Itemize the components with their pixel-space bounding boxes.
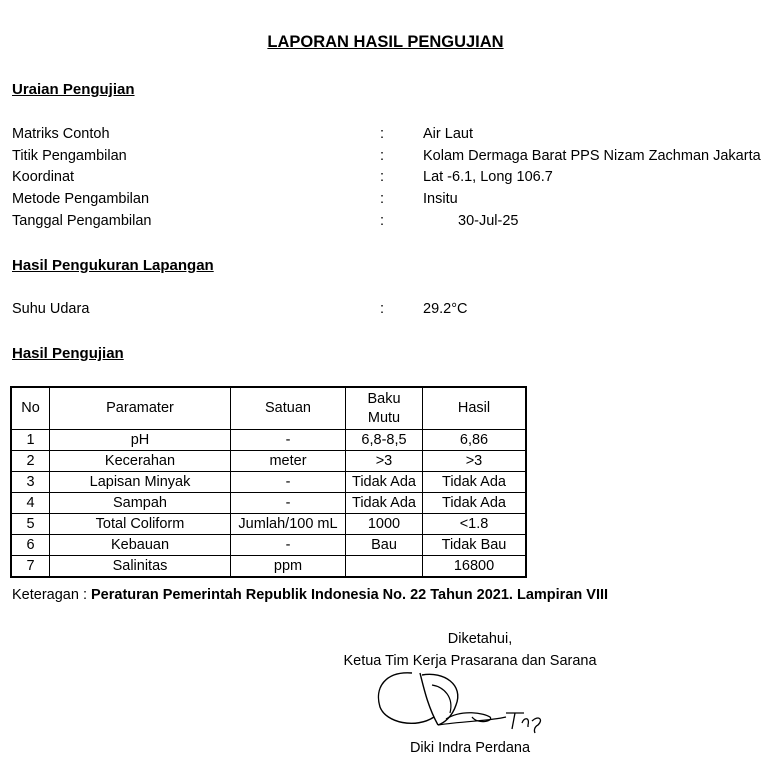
cell-hasil: 6,86 (423, 430, 527, 451)
cell-parameter: Salinitas (50, 556, 231, 578)
cell-hasil: Tidak Ada (423, 493, 527, 514)
colon-separator: : (380, 126, 385, 142)
uraian-value: Lat -6.1, Long 106.7 (423, 169, 553, 185)
cell-parameter: pH (50, 430, 231, 451)
cell-baku-mutu: Tidak Ada (346, 493, 423, 514)
cell-parameter: Sampah (50, 493, 231, 514)
uraian-label: Titik Pengambilan (12, 148, 127, 164)
cell-baku-mutu: 1000 (346, 514, 423, 535)
cell-parameter: Total Coliform (50, 514, 231, 535)
cell-parameter: Kecerahan (50, 451, 231, 472)
header-satuan: Satuan (231, 387, 346, 430)
section-heading-lapangan: Hasil Pengukuran Lapangan (12, 257, 214, 274)
colon-separator: : (380, 148, 385, 164)
header-hasil: Hasil (423, 387, 527, 430)
colon-separator: : (380, 169, 385, 185)
lapangan-value: 29.2°C (423, 301, 468, 317)
cell-parameter: Lapisan Minyak (50, 472, 231, 493)
cell-hasil: >3 (423, 451, 527, 472)
cell-baku-mutu: Bau (346, 535, 423, 556)
cell-satuan: - (231, 493, 346, 514)
keterangan-label: Keteragan : (12, 587, 91, 603)
signature-line2: Ketua Tim Kerja Prasarana dan Sarana (343, 653, 597, 669)
uraian-value: Kolam Dermaga Barat PPS Nizam Zachman Jakarta (423, 148, 761, 164)
uraian-label: Tanggal Pengambilan (12, 213, 152, 229)
cell-no: 6 (11, 535, 50, 556)
colon-separator: : (380, 191, 385, 207)
cell-baku-mutu: Tidak Ada (346, 472, 423, 493)
cell-no: 7 (11, 556, 50, 578)
signature-line1: Diketahui, (447, 631, 513, 647)
colon-separator: : (380, 301, 385, 317)
header-parameter: Paramater (50, 387, 231, 430)
table-row (11, 472, 526, 493)
cell-parameter: Kebauan (50, 535, 231, 556)
cell-satuan: meter (231, 451, 346, 472)
signatory-name: Diki Indra Perdana (409, 740, 531, 756)
cell-no: 2 (11, 451, 50, 472)
table-row (11, 493, 526, 514)
keterangan-text: Peraturan Pemerintah Republik Indonesia No. 22 Tahun 2021. Lampiran VIII (91, 587, 609, 603)
cell-no: 5 (11, 514, 50, 535)
header-baku-line2: Mutu (367, 409, 401, 426)
section-heading-hasil: Hasil Pengujian (12, 345, 124, 362)
table-row (11, 556, 526, 578)
cell-baku-mutu: >3 (346, 451, 423, 472)
table-row (11, 514, 526, 535)
table-row (11, 535, 526, 556)
cell-satuan: - (231, 535, 346, 556)
table-header-row (11, 387, 526, 430)
cell-satuan: - (231, 430, 346, 451)
results-table (10, 386, 527, 578)
table-row (11, 430, 526, 451)
cell-no: 1 (11, 430, 50, 451)
uraian-value: Insitu (423, 191, 458, 207)
cell-hasil: <1.8 (423, 514, 527, 535)
uraian-label: Metode Pengambilan (12, 191, 150, 207)
header-baku-mutu (346, 387, 423, 430)
cell-baku-mutu: 6,8-8,5 (346, 430, 423, 451)
table-row (11, 451, 526, 472)
cell-satuan: Jumlah/100 mL (231, 514, 346, 535)
section-heading-uraian: Uraian Pengujian (12, 81, 135, 98)
cell-baku-mutu (346, 556, 423, 578)
uraian-label: Koordinat (12, 169, 75, 185)
cell-no: 4 (11, 493, 50, 514)
cell-satuan: ppm (231, 556, 346, 578)
uraian-value: Air Laut (423, 126, 473, 142)
report-title: LAPORAN HASIL PENGUJIAN (267, 33, 504, 51)
uraian-label: Matriks Contoh (12, 126, 110, 142)
cell-hasil: Tidak Ada (423, 472, 527, 493)
keterangan-note (12, 586, 608, 604)
cell-hasil: 16800 (423, 556, 527, 578)
handwritten-signature (372, 665, 557, 735)
uraian-value: 30-Jul-25 (458, 213, 519, 229)
lapangan-label: Suhu Udara (12, 301, 90, 317)
colon-separator: : (380, 213, 385, 229)
cell-hasil: Tidak Bau (423, 535, 527, 556)
cell-satuan: - (231, 472, 346, 493)
cell-no: 3 (11, 472, 50, 493)
header-no: No (11, 387, 50, 430)
header-baku-line1: Baku (367, 390, 401, 407)
